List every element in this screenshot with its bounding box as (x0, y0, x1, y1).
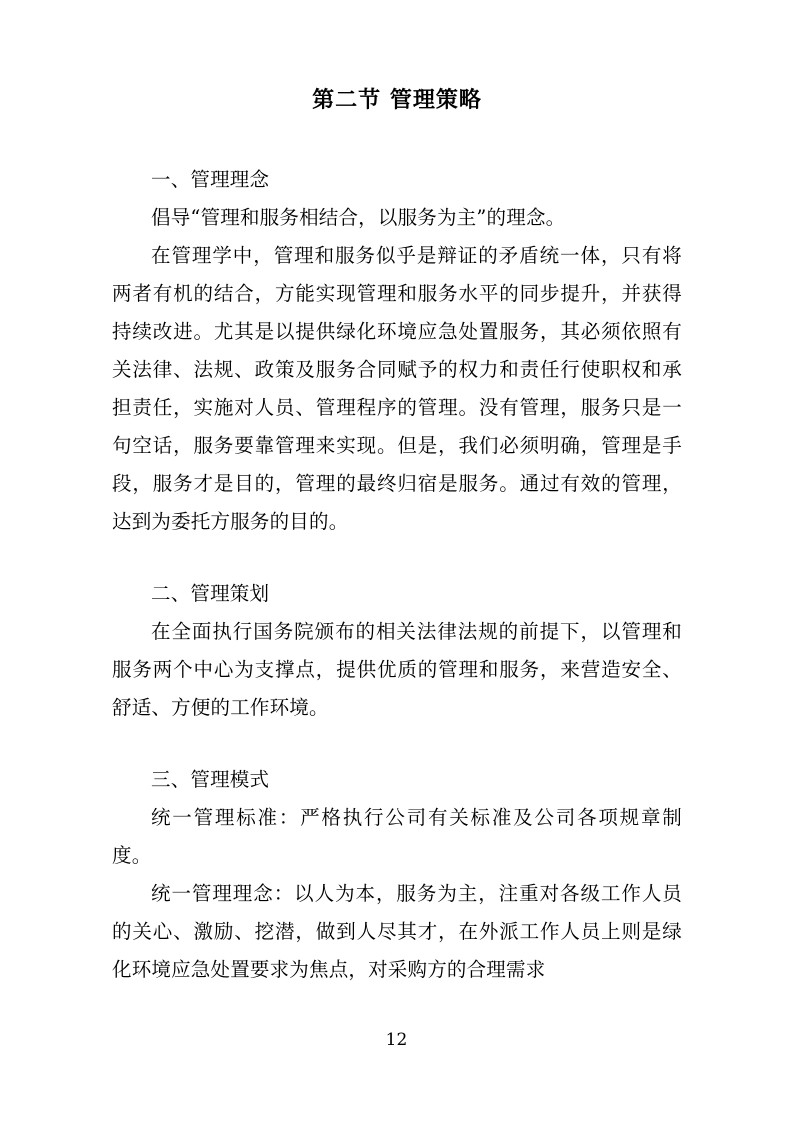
section-1-paragraph-1: 倡导“管理和服务相结合，以服务为主”的理念。 (151, 205, 566, 229)
section-spacer-1 (112, 541, 682, 575)
page-title: 第二节 管理策略 (312, 88, 482, 113)
page-number: 12 (385, 1030, 408, 1050)
section-1-paragraph-2: 在管理学中，管理和服务似乎是辩证的矛盾统一体，只有将两者有机的结合，方能实现管理和服务水平的同步提升，并获得持续改进。尤其是以提供绿化环境应急处置服务，其必须依照有关法律、法规、政策及服务合同赋予的权力和责任行使职权和承担责任，实施对人员、管理程序的管理。没有管理，服务只是一句空话，服务要靠管理来实现。但是，我们必须明确，管理是手段，服务才是目的，管理的最终归宿是服务。通过有效的管理，达到为委托方服务的目的。 (112, 243, 682, 533)
section-3-paragraph-1: 统一管理标准：严格执行公司有关标准及公司各项规章制度。 (112, 805, 682, 867)
page-content (112, 86, 682, 989)
section-3-paragraph-2: 统一管理理念：以人为本，服务为主，注重对各级工作人员的关心、激励、挖潜，做到人尽其才，在外派工作人员上则是绿化环境应急处置要求为焦点，对采购方的合理需求 (112, 881, 682, 981)
section-2-paragraph-1: 在全面执行国务院颁布的相关法律法规的前提下，以管理和服务两个中心为支撑点，提供优质的管理和服务，来营造安全、舒适、方便的工作环境。 (112, 619, 682, 719)
section-heading-2: 二、管理策划 (151, 581, 270, 605)
section-spacer-2 (112, 727, 682, 761)
section-heading-3: 三、管理模式 (151, 767, 270, 791)
section-heading-1: 一、管理理念 (151, 167, 270, 191)
